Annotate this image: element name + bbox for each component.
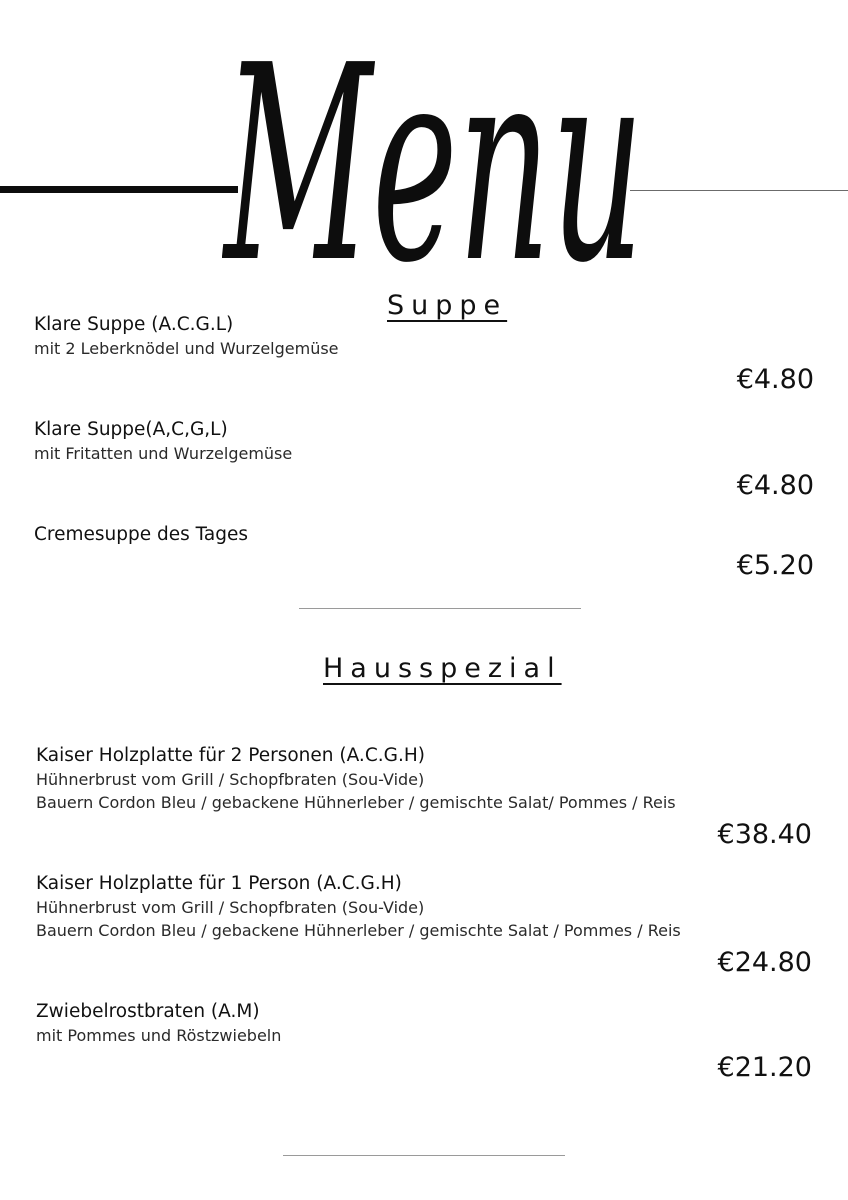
item-price: €21.20 [717, 1052, 812, 1083]
item-price: €24.80 [717, 947, 812, 978]
item-name: Kaiser Holzplatte für 2 Personen (A.C.G.H) [36, 745, 425, 766]
item-description: mit 2 Leberknödel und Wurzelgemüse [34, 339, 339, 358]
menu-item [36, 1000, 281, 1047]
item-name: Zwiebelrostbraten (A.M) [36, 1001, 260, 1022]
item-description: Hühnerbrust vom Grill / Schopfbraten (Sou-Vide) [36, 770, 425, 789]
section-title-suppe: Suppe [387, 290, 508, 321]
item-description: mit Pommes und Röstzwiebeln [36, 1026, 282, 1045]
menu-item [34, 418, 292, 465]
section-title-hausspezial: Hausspezial [323, 653, 562, 684]
item-price: €4.80 [736, 470, 814, 501]
item-name: Klare Suppe (A.C.G.L) [34, 314, 234, 335]
header-rule-right [630, 190, 848, 191]
item-description: Bauern Cordon Bleu / gebackene Hühnerleber / gemischte Salat / Pommes / Reis [36, 921, 681, 940]
item-name: Klare Suppe(A,C,G,L) [34, 419, 228, 440]
menu-item [36, 872, 681, 942]
menu-item [36, 744, 676, 814]
menu-item [34, 313, 339, 360]
item-description: Bauern Cordon Bleu / gebackene Hühnerleber / gemischte Salat/ Pommes / Reis [36, 793, 676, 812]
section-divider [283, 1155, 565, 1156]
item-name: Cremesuppe des Tages [34, 524, 248, 545]
item-price: €4.80 [736, 364, 814, 395]
item-price: €5.20 [736, 550, 814, 581]
item-name: Kaiser Holzplatte für 1 Person (A.C.G.H) [36, 873, 402, 894]
section-divider [299, 608, 581, 609]
item-price: €38.40 [717, 819, 812, 850]
header-rule-left [0, 186, 238, 193]
menu-script-title [222, 8, 652, 308]
menu-title-text: Menu [222, 8, 644, 308]
item-description: mit Fritatten und Wurzelgemüse [34, 444, 293, 463]
item-description: Hühnerbrust vom Grill / Schopfbraten (Sou-Vide) [36, 898, 425, 917]
menu-item [34, 523, 248, 547]
